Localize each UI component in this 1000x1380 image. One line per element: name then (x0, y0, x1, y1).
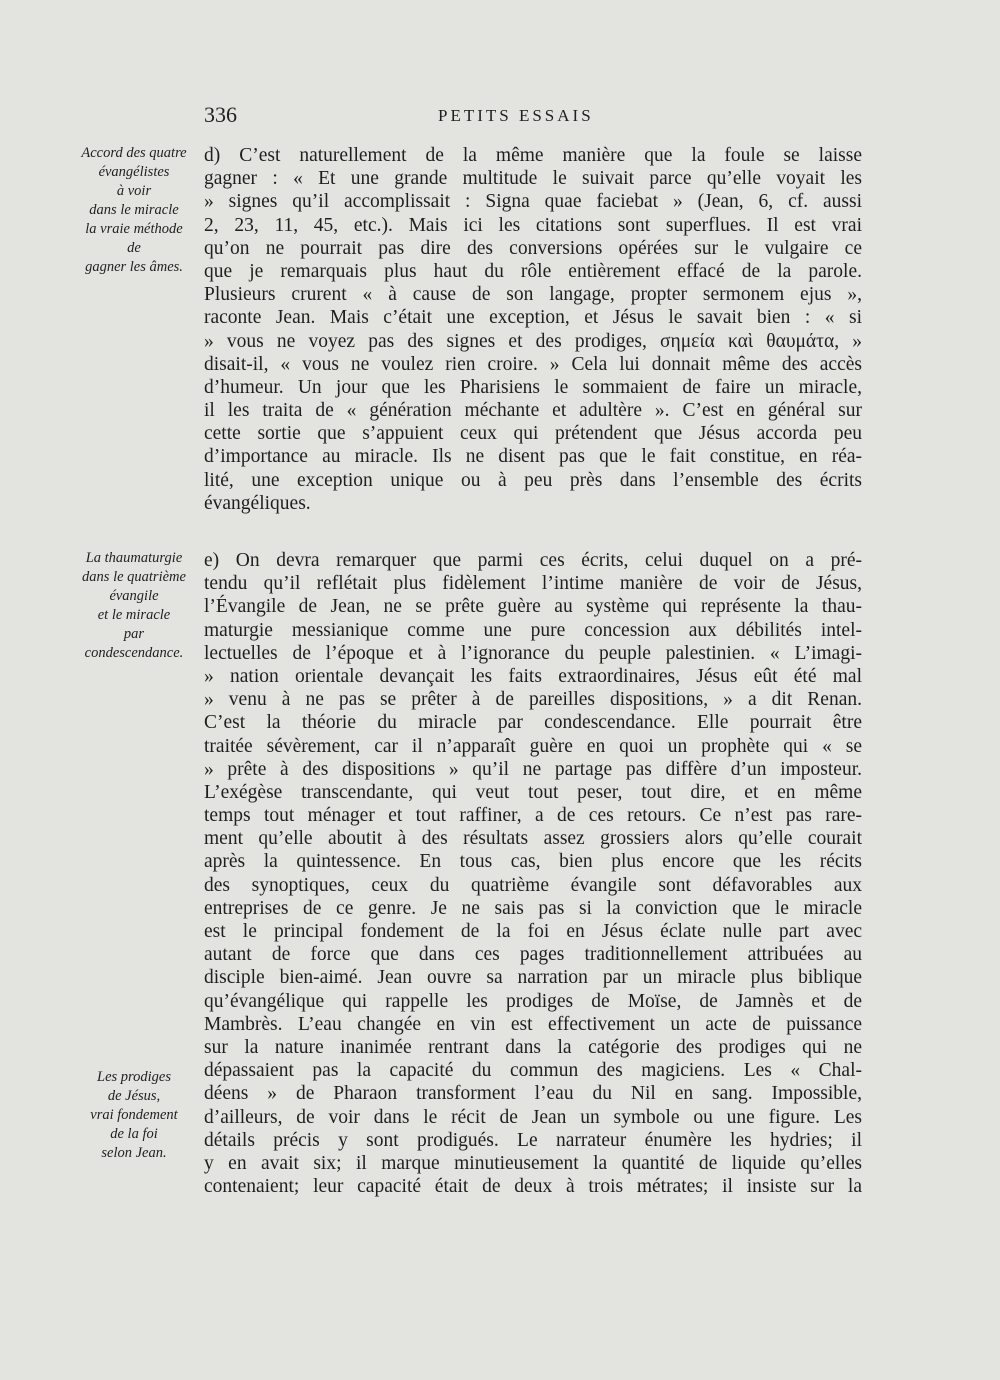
text-line: après la quintessence. En tous cas, bien plus encore que les récits (204, 851, 862, 873)
text-line: gagner : « Et une grande multitude le suivait parce qu’elle voyait les (204, 168, 862, 190)
text-line: qu’évangélique qui rappelle les prodiges de Moïse, de Jamnès et de (204, 990, 862, 1012)
text-line: l’Évangile de Jean, ne se prête guère au système qui représente la thau- (204, 596, 862, 618)
side-note-line: évangile (109, 588, 159, 604)
text-line: est le principal fondement de la foi en Jésus éclate nulle part avec (204, 921, 862, 942)
text-line: » prête à des dispositions » qu’il ne partage pas diffère d’un imposteur. (204, 758, 862, 780)
text-line: e) On devra remarquer que parmi ces écrits, celui duquel on a pré- (204, 550, 862, 571)
text-line: d’ailleurs, de voir dans le récit de Jean un symbole ou une figure. Les (204, 1106, 862, 1128)
text-line: traitée sévèrement, car il n’apparaît guère en quoi un prophète qui « se (204, 735, 862, 757)
text-line: maturgie messianique comme une pure concession aux débilités intel- (204, 619, 862, 641)
side-note-thaumaturgie (70, 549, 198, 663)
text-line: d’humeur. Un jour que les Pharisiens le sommaient de faire un miracle, (204, 376, 862, 398)
text-line: évangéliques. (204, 492, 311, 514)
text-line: » venu à ne pas se prêter à de pareilles dispositions, » a dit Renan. (204, 689, 862, 711)
text-line: » signes qu’il accomplissait : Signa quae faciebat » (Jean, 6, cf. aussi (204, 191, 862, 213)
side-note-line: et le miracle (97, 607, 171, 623)
text-line: des synoptiques, ceux du quatrième évangile sont défavorables aux (204, 874, 862, 896)
running-title: PETITS ESSAIS (438, 106, 594, 125)
paragraph-e (204, 549, 862, 1198)
text-line: tendu qu’il reflétait plus fidèlement l’intime manière de voir de Jésus, (204, 573, 862, 595)
text-line: qu’on ne pourrait pas dire des conversions opérées sur le vulgaire ce (204, 237, 862, 259)
side-note-line: gagner les âmes. (85, 259, 183, 275)
side-note-line: Accord des quatre (81, 145, 187, 161)
side-note-line: par (123, 626, 145, 642)
side-note-line: la vraie méthode (85, 221, 183, 237)
side-note-line: La thaumaturgie (85, 550, 183, 566)
side-note-prodiges (70, 1068, 198, 1163)
side-note-line: à voir (116, 183, 152, 199)
side-note-line: Les prodiges (97, 1069, 171, 1085)
side-note-line: dans le miracle (89, 202, 179, 218)
text-line: » nation orientale devançait les faits extraordinaires, Jésus eût été mal (204, 665, 862, 687)
text-line: 2, 23, 11, 45, etc.). Mais ici les citations sont superflues. Il est vrai (204, 214, 862, 236)
side-note-accord (70, 144, 198, 277)
text-line: ment qu’elle aboutit à des résultats assez grossiers alors qu’elle courait (204, 828, 862, 850)
text-line: déens » de Pharaon transforment l’eau du Nil en sang. Impossible, (204, 1083, 862, 1105)
side-note-line: évangélistes (98, 164, 170, 180)
side-note-line: de Jésus, (107, 1088, 161, 1104)
text-line: détails précis y sont prodigués. Le narrateur énumère les hydries; il (204, 1129, 862, 1151)
side-note-line: selon Jean. (101, 1145, 167, 1161)
text-line: que je remarquais plus haut du rôle entièrement effacé de la parole. (204, 260, 862, 282)
text-line: sur la nature inanimée rentrant dans la catégorie des prodiges qui ne (204, 1036, 862, 1058)
text-line: contenaient; leur capacité était de deux à trois métrates; il insiste sur la (204, 1176, 862, 1198)
text-line: C’est la théorie du miracle par condescendance. Elle pourrait être (204, 712, 862, 734)
text-line: raconte Jean. Mais c’était une exception, et Jésus le savait bien : « si (204, 307, 862, 329)
text-line: autant de force que dans ces pages traditionnellement attribuées au (204, 944, 862, 966)
text-line: Mambrès. L’eau changée en vin est effectivement un acte de puissance (204, 1013, 862, 1035)
text-line: entreprises de ce genre. Je ne sais pas si la conviction que le miracle (204, 897, 862, 919)
text-line: Plusieurs crurent « à cause de son langage, propter sermonem ejus », (204, 284, 862, 306)
side-note-line: condescendance. (84, 645, 184, 661)
side-note-line: de la foi (110, 1126, 158, 1142)
text-line: lectuelles de l’époque et à l’ignorance du peuple palestinien. « L’imagi- (204, 642, 862, 664)
page-number: 336 (204, 102, 237, 127)
side-note-line: vrai fondement (90, 1107, 178, 1123)
side-note-line: de (127, 240, 141, 256)
text-line: d) C’est naturellement de la même manière que la foule se laisse (204, 145, 862, 166)
text-line: L’exégèse transcendante, qui veut tout peser, tout dire, et en même (204, 781, 862, 803)
page-header (0, 102, 1000, 132)
text-line: disait-il, « vous ne voulez rien croire. » Cela lui donnait même des accès (204, 353, 862, 375)
paragraph-d (204, 144, 862, 515)
text-line: temps tout ménager et tout raffiner, a de ces retours. Ce n’est pas rare- (204, 805, 862, 827)
text-line: dépassaient pas la capacité du commun des magiciens. Les « Chal- (204, 1060, 862, 1082)
text-line: » vous ne voyez pas des signes et des prodiges, σημεία καὶ θαυμάτα, » (204, 330, 862, 352)
side-note-line: dans le quatrième (82, 569, 186, 585)
text-line: disciple bien-aimé. Jean ouvre sa narration par un miracle plus biblique (204, 967, 862, 989)
text-line: d’importance au miracle. Ils ne disent pas que le fait constitue, en réa- (204, 446, 862, 468)
text-line: y en avait six; il marque minutieusement la quantité de liquide qu’elles (204, 1152, 862, 1174)
text-line: lité, une exception unique ou à peu près dans l’ensemble des écrits (204, 469, 862, 491)
text-line: cette sortie que s’appuient ceux qui prétendent que Jésus accorda peu (204, 423, 862, 445)
text-line: il les traita de « génération méchante et adultère ». C’est en général sur (204, 400, 862, 422)
